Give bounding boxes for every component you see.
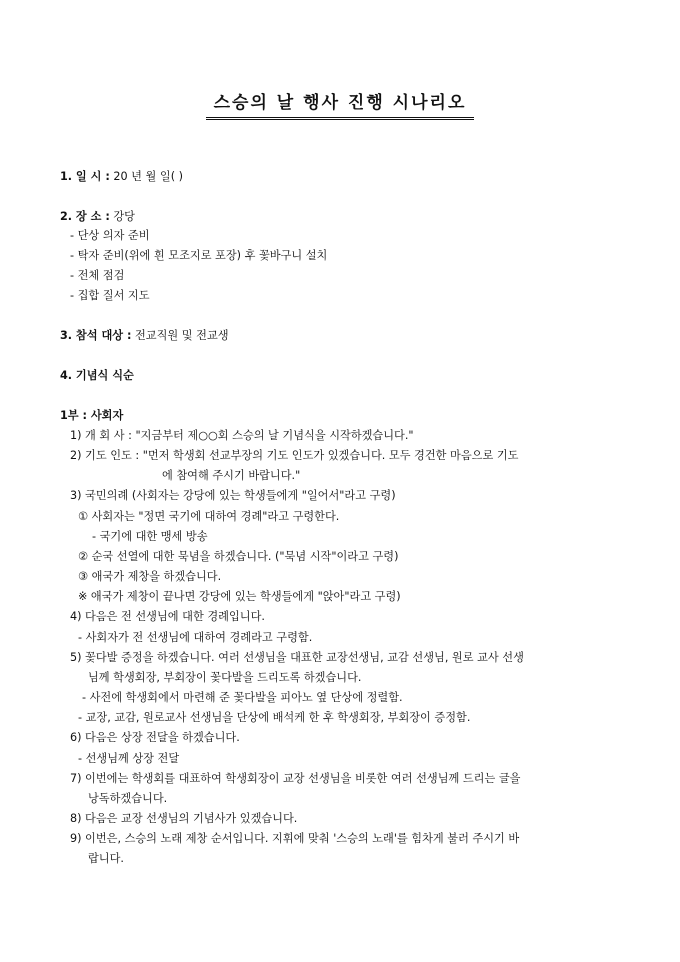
place-item: - 집합 질서 지도 (70, 289, 150, 302)
scenario-line: - 교장, 교감, 원로교사 선생님을 단상에 배석케 한 후 학생회장, 부회장이 증정함. (78, 711, 471, 724)
scenario-line: 7) 이번에는 학생회를 대표하여 학생회장이 교장 선생님을 비롯한 여러 선생님께 드리는 글을 (70, 772, 521, 785)
document-title: 스승의 날 행사 진행 시나리오 (206, 88, 475, 120)
date-label: 1. 일 시 : (60, 170, 110, 183)
scenario-line: ① 사회자는 "정면 국기에 대하여 경례"라고 구령한다. (78, 510, 340, 523)
scenario-line: 8) 다음은 교장 선생님의 기념사가 있겠습니다. (70, 812, 298, 825)
section-order-heading: 4. 기념식 식순 (60, 369, 134, 382)
scenario-line: 님께 학생회장, 부회장이 꽃다발을 드리도록 하겠습니다. (88, 671, 362, 684)
scenario-line: 9) 이번은, 스승의 노래 제창 순서입니다. 지휘에 맞춰 '스승의 노래'를 힘차게 불러 주시기 바 (70, 832, 520, 845)
place-item: - 탁자 준비(위에 흰 모조지로 포장) 후 꽃바구니 설치 (70, 249, 328, 262)
section-place (60, 210, 135, 224)
scenario-line: - 선생님께 상장 전달 (78, 752, 180, 765)
document-title-wrap (0, 88, 680, 120)
scenario-line: - 사전에 학생회에서 마련해 준 꽃다발을 피아노 옆 단상에 정렬함. (82, 691, 403, 704)
scenario-line: ② 순국 선열에 대한 묵념을 하겠습니다. ("묵념 시작"이라고 구령) (78, 550, 399, 563)
scenario-line: ※ 애국가 제창이 끝나면 강당에 있는 학생들에게 "앉아"라고 구령) (78, 590, 401, 603)
scenario-line: 6) 다음은 상장 전달을 하겠습니다. (70, 731, 240, 744)
scenario-line: 5) 꽃다발 증정을 하겠습니다. 여러 선생님을 대표한 교장선생님, 교감 선생님, 원로 교사 선생 (70, 651, 524, 664)
scenario-line: 4) 다음은 전 선생님에 대한 경례입니다. (70, 610, 265, 623)
scenario-line: 1) 개 회 사 : "지금부터 제○○회 스승의 날 기념식을 시작하겠습니다." (70, 429, 414, 442)
place-item: - 단상 의자 준비 (70, 229, 150, 242)
part1-heading: 1부 : 사회자 (60, 409, 124, 422)
attendees-label: 3. 참석 대상 : (60, 329, 132, 342)
scenario-line: ③ 애국가 제창을 하겠습니다. (78, 570, 222, 583)
scenario-line: 랍니다. (88, 852, 124, 865)
place-label: 2. 장 소 : (60, 210, 110, 223)
scenario-line: - 사회자가 전 선생님에 대하여 경례라고 구령함. (78, 631, 313, 644)
scenario-line: 2) 기도 인도 : "먼저 학생회 선교부장의 기도 인도가 있겠습니다. 모두 경건한 마음으로 기도 (70, 449, 519, 462)
place-value: 강당 (113, 210, 135, 223)
scenario-line: 3) 국민의례 (사회자는 강당에 있는 학생들에게 "일어서"라고 구령) (70, 489, 396, 502)
section-attendees (60, 329, 229, 343)
scenario-line: - 국기에 대한 맹세 방송 (92, 530, 208, 543)
attendees-value: 전교직원 및 전교생 (134, 329, 229, 342)
place-item: - 전체 점검 (70, 269, 125, 282)
scenario-line: 낭독하겠습니다. (88, 792, 168, 805)
date-value: 20 년 월 일( ) (113, 170, 183, 183)
section-date (60, 170, 183, 184)
scenario-line: 에 참여해 주시기 바랍니다." (162, 469, 301, 482)
